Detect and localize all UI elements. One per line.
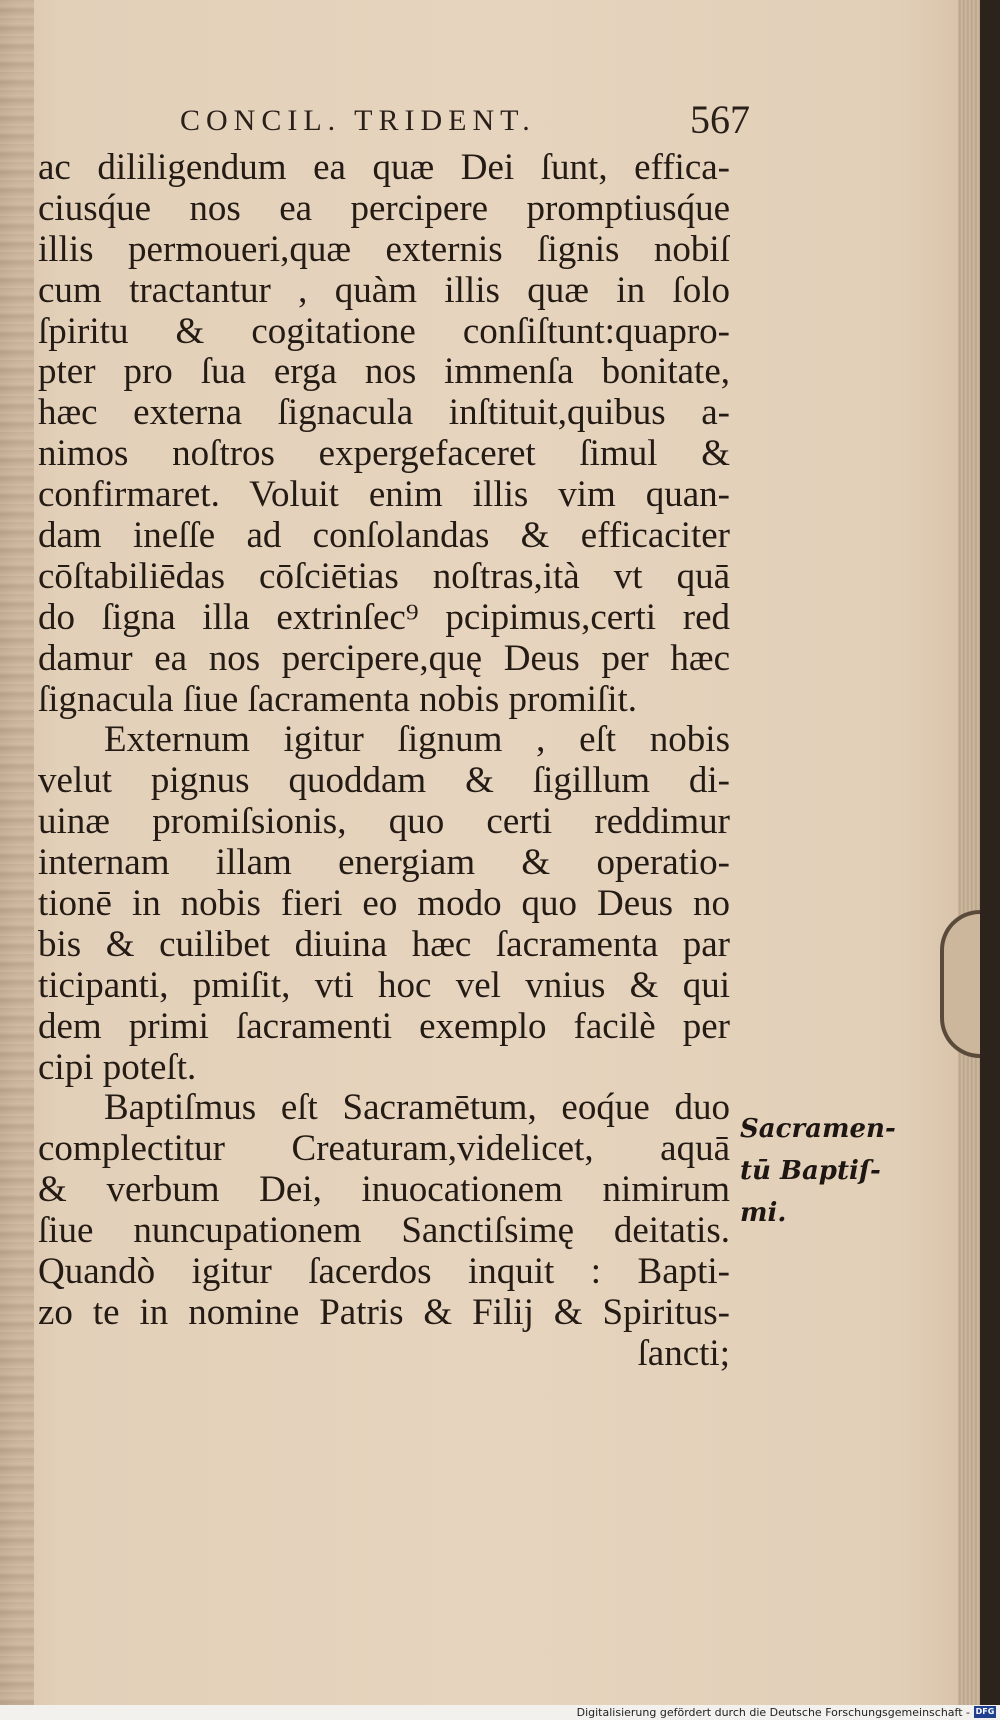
text-line: cōſtabiliēdas cōſciētias noſtras,ità vt quā [38, 556, 730, 597]
text-line: ac dililigendum ea quæ Dei ſunt, effica- [38, 148, 730, 188]
text-line: damur ea nos percipere,quę Deus per hæc [38, 638, 730, 679]
text-line: cipi poteſt. [38, 1047, 197, 1088]
page-gutter [0, 0, 34, 1705]
text-line: illis permoueri,quæ externis ſignis nobiſ [38, 229, 730, 270]
text-line: ſiue nuncupationem Sanctiſsimę deitatis. [38, 1211, 730, 1252]
marginal-note [740, 1108, 900, 1234]
body-text [38, 148, 730, 1375]
text-line: dem primi ſacramenti exemplo facilè per [38, 1006, 730, 1047]
text-line: ſpiritu & cogitatione conſiſtunt:quapro- [38, 311, 730, 352]
marginal-note-line: tū Baptiſ- [740, 1156, 881, 1186]
text-line: zo te in nomine Patris & Filij & Spiritus- [38, 1292, 730, 1333]
text-line: tionē in nobis fieri eo modo quo Deus no [38, 884, 730, 925]
running-head: CONCIL. TRIDENT. [180, 104, 536, 137]
footer-text: Digitalisierung gefördert durch die Deutsche Forschungsgemeinschaft - [576, 1706, 970, 1719]
text-line: velut pignus quoddam & ſigillum di- [38, 761, 730, 802]
text-line: Quandò igitur ſacerdos inquit : Bapti- [38, 1252, 730, 1293]
text-line: confirmaret. Voluit enim illis vim quan- [38, 475, 730, 516]
text-line: Externum igitur ſignum , eſt nobis [104, 720, 730, 761]
text-line: pter pro ſua erga nos immenſa bonitate, [38, 352, 730, 393]
text-line: bis & cuilibet diuina hæc ſacramenta par [38, 924, 730, 965]
text-line: nimos noſtros expergefaceret ſimul & [38, 434, 730, 475]
book-clasp [940, 910, 980, 1058]
text-line: & verbum Dei, inuocationem nimirum [38, 1170, 730, 1211]
text-line: complectitur Creaturam,videlicet, aquā [38, 1129, 730, 1170]
text-line: hæc externa ſignacula inſtituit,quibus a- [38, 393, 730, 434]
page-header [180, 96, 750, 146]
marginal-note-line: mi. [740, 1198, 787, 1228]
digitization-footer [0, 1705, 1000, 1720]
text-line: dam ineſſe ad conſolandas & efficaciter [38, 516, 730, 557]
text-line: ſancti; [637, 1333, 730, 1374]
page-number: 567 [690, 97, 750, 142]
dfg-logo: DFG [975, 1707, 995, 1716]
text-line: internam illam energiam & operatio- [38, 843, 730, 884]
text-line: ſignacula ſiue ſacramenta nobis promiſit. [38, 679, 638, 720]
page-edges [958, 0, 980, 1705]
text-line: do ſigna illa extrinſec⁹ pcipimus,certi red [38, 597, 730, 638]
text-line: Baptiſmus eſt Sacramētum, eoq́ue duo [104, 1088, 730, 1129]
text-line: cum tractantur , quàm illis quæ in ſolo [38, 270, 730, 311]
text-line: ticipanti, pmiſit, vti hoc vel vnius & qui [38, 965, 730, 1006]
text-line: ciusq́ue nos ea percipere promptiusq́ue [38, 188, 730, 229]
text-line: uinæ promiſsionis, quo certi reddimur [38, 802, 730, 843]
marginal-note-line: Sacramen- [740, 1114, 896, 1144]
